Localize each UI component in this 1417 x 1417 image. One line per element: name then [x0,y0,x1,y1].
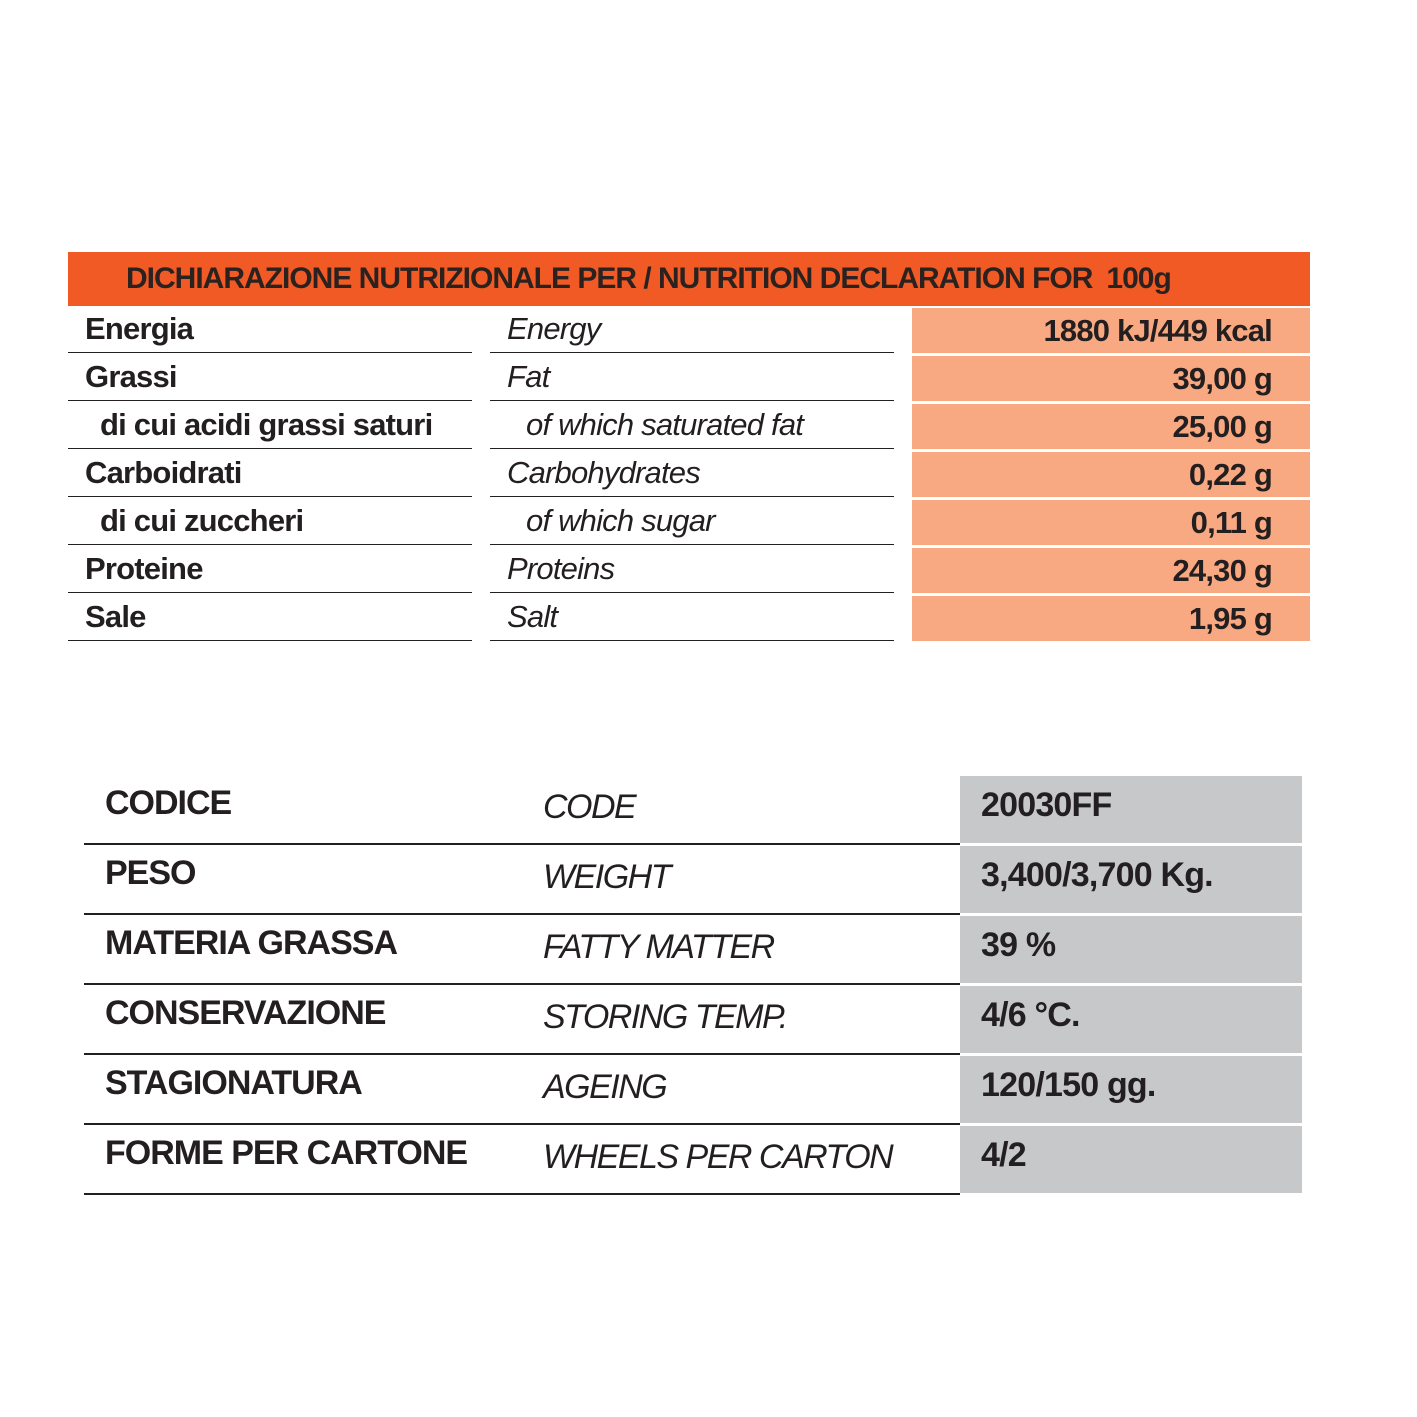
product-value: 120/150 gg. [960,1056,1302,1123]
product-value: 4/6 °C. [960,986,1302,1053]
product-row-weight [84,846,1302,916]
nutrition-row-saturated-fat [68,402,1310,450]
nutrition-value: 39,00 g [912,356,1310,401]
product-label-it: PESO [105,854,196,892]
nutrition-value: 1880 kJ/449 kcal [912,308,1310,353]
nutrition-value: 1,95 g [912,596,1310,641]
product-label-it: FORME PER CARTONE [105,1134,468,1172]
nutrition-label-it: di cui zuccheri [68,498,472,545]
product-row-ageing [84,1056,1302,1126]
product-row-wheels-per-carton [84,1126,1302,1196]
nutrition-header [68,252,1310,306]
product-value: 4/2 [960,1126,1302,1193]
product-value: 20030FF [960,776,1302,843]
nutrition-value: 0,22 g [912,452,1310,497]
product-label-it: CONSERVAZIONE [105,994,386,1032]
nutrition-label-it: Proteine [68,546,472,593]
nutrition-label-en: Energy [490,306,894,353]
nutrition-label-en: of which saturated fat [490,402,894,449]
product-row-code [84,776,1302,846]
product-value: 3,400/3,700 Kg. [960,846,1302,913]
product-label-en: STORING TEMP. [543,998,787,1036]
nutrition-label-it: Carboidrati [68,450,472,497]
nutrition-row-proteins [68,546,1310,594]
product-label-en: CODE [543,788,636,826]
nutrition-label-it: di cui acidi grassi saturi [68,402,472,449]
product-label-it: STAGIONATURA [105,1064,362,1102]
product-label-en: WHEELS PER CARTON [543,1138,893,1176]
nutrition-header-title: DICHIARAZIONE NUTRIZIONALE PER / NUTRITION DECLARATION FOR [126,262,1093,295]
product-label-it: MATERIA GRASSA [105,924,397,962]
nutrition-label-it: Grassi [68,354,472,401]
product-info-table [84,776,1302,1196]
nutrition-label-en: Salt [490,594,894,641]
nutrition-label-en: Fat [490,354,894,401]
product-value: 39 % [960,916,1302,983]
nutrition-label-it: Energia [68,306,472,353]
nutrition-value: 25,00 g [912,404,1310,449]
product-label-it: CODICE [105,784,232,822]
product-label-en: AGEING [543,1068,667,1106]
nutrition-row-salt [68,594,1310,642]
nutrition-row-sugar [68,498,1310,546]
nutrition-label-en: Proteins [490,546,894,593]
nutrition-row-carbohydrates [68,450,1310,498]
product-row-storing-temp [84,986,1302,1056]
nutrition-label-en: Carbohydrates [490,450,894,497]
product-label-en: FATTY MATTER [543,928,774,966]
nutrition-row-energy [68,306,1310,354]
nutrition-label-en: of which sugar [490,498,894,545]
product-row-divider [84,846,960,915]
product-label-en: WEIGHT [543,858,670,896]
nutrition-header-amount: 100g [1106,262,1171,295]
nutrition-table [68,252,1310,642]
product-row-fatty-matter [84,916,1302,986]
nutrition-value: 24,30 g [912,548,1310,593]
nutrition-row-fat [68,354,1310,402]
nutrition-label-it: Sale [68,594,472,641]
nutrition-value: 0,11 g [912,500,1310,545]
